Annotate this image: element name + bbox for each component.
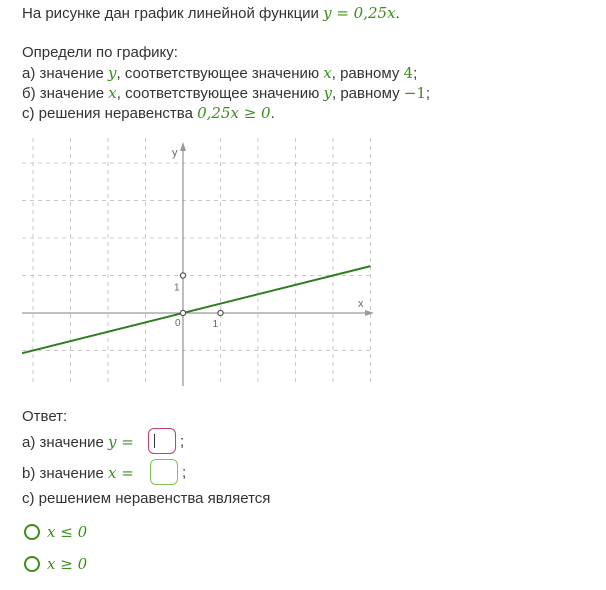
task-item-c: с) решения неравенства 0,25x ≥ 0.	[22, 104, 275, 122]
origin-label: 0	[175, 318, 181, 329]
task-instruction: Определи по графику:	[22, 44, 178, 61]
grid	[22, 138, 374, 386]
graph-point	[180, 273, 185, 278]
y-tick-label: 1	[174, 282, 180, 294]
graph-point	[218, 310, 223, 315]
answer-a-label: a) значение y =	[22, 433, 134, 451]
function-line	[22, 266, 371, 355]
answer-a-end: ;	[180, 433, 185, 450]
graph-point	[180, 310, 185, 315]
y-axis-label: y	[172, 147, 178, 159]
option-label-1[interactable]: x ≤ 0	[47, 523, 88, 541]
function-graph	[22, 136, 377, 386]
text-caret	[154, 434, 155, 448]
task-item-b: б) значение x, соответствующее значению y, равному −1;	[22, 84, 431, 102]
answer-a-input[interactable]	[148, 428, 176, 454]
function-formula: y = 0,25x	[323, 4, 396, 22]
x-axis-arrow	[365, 310, 374, 316]
option-radio-2[interactable]	[24, 556, 40, 572]
answer-title: Ответ:	[22, 408, 68, 425]
answer-c-label: c) решением неравенства является	[22, 490, 271, 507]
task-intro: На рисунке дан график линейной функции y = 0,25x.	[22, 4, 400, 22]
option-label-2[interactable]: x ≥ 0	[47, 555, 88, 573]
answer-b-end: ;	[182, 464, 187, 481]
y-axis-arrow	[180, 142, 186, 151]
x-axis-label: x	[358, 298, 364, 310]
answer-b-label: b) значение x =	[22, 464, 134, 482]
task-item-a: а) значение y, соответствующее значению x, равному 4;	[22, 64, 418, 82]
x-tick-label: 1	[212, 319, 219, 330]
answer-b-input[interactable]	[150, 459, 178, 485]
option-radio-1[interactable]	[24, 524, 40, 540]
